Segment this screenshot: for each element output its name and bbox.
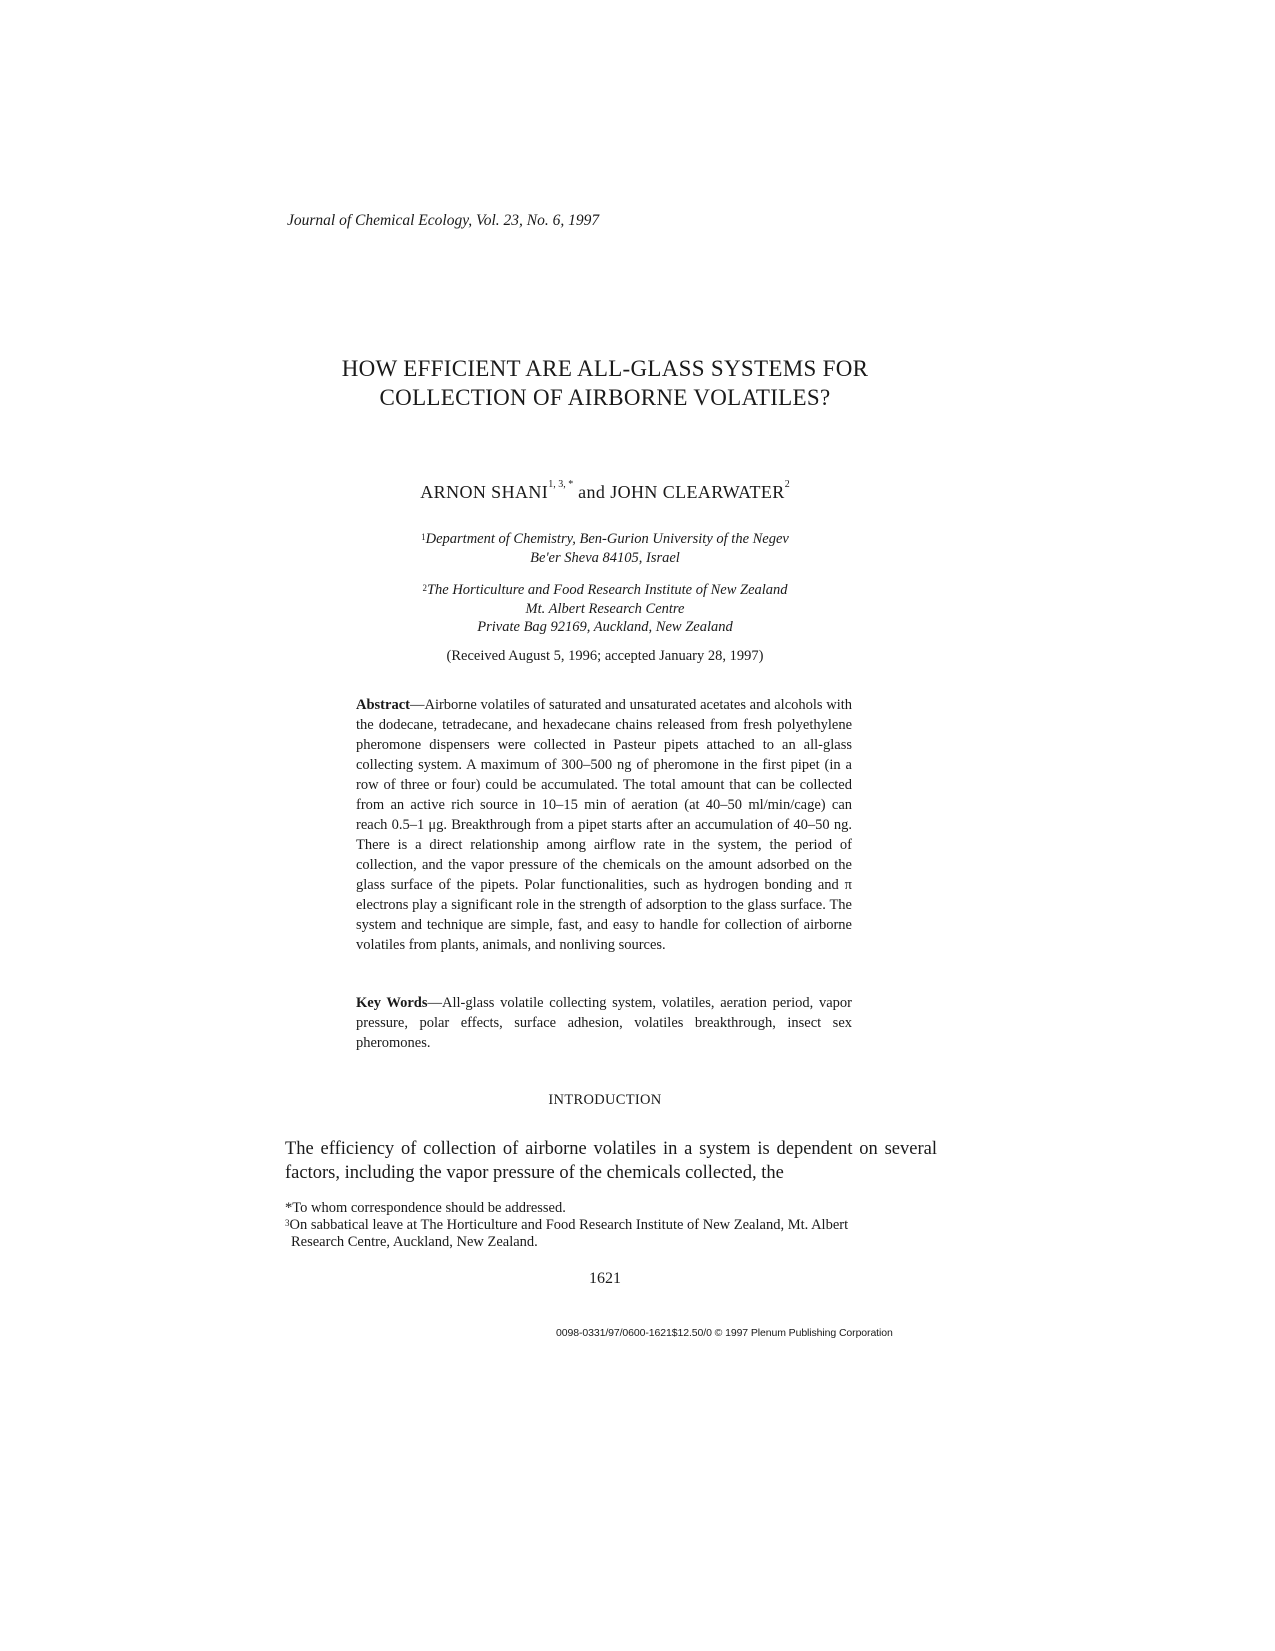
footnote-2-mark: 3 xyxy=(285,1218,290,1228)
affiliation-1-line-2: Be'er Sheva 84105, Israel xyxy=(530,549,680,566)
copyright-line: 0098-0331/97/0600-1621$12.50/0 © 1997 Plenum Publishing Corporation xyxy=(556,1327,893,1339)
abstract xyxy=(356,695,852,955)
received-dates: (Received August 5, 1996; accepted January 28, 1997) xyxy=(446,648,764,664)
footnote-2-text: On sabbatical leave at The Horticulture and Food Research Institute of New Zealand, Mt. Albert xyxy=(289,1217,849,1233)
page-number: 1621 xyxy=(589,1270,621,1287)
footnotes xyxy=(285,1200,937,1251)
author-2-marks: 2 xyxy=(784,479,790,490)
key-words xyxy=(356,993,852,1053)
affiliation-1-line-1: Department of Chemistry, Ben-Gurion University of the Negev xyxy=(425,531,789,547)
footnote-correspondence xyxy=(285,1200,937,1217)
author-conjunction: and xyxy=(578,482,606,502)
affiliation-2-line-1: The Horticulture and Food Research Institute of New Zealand xyxy=(426,582,788,598)
journal-citation: Journal of Chemical Ecology, Vol. 23, No. 6, 1997 xyxy=(287,212,600,229)
title-line-1: HOW EFFICIENT ARE ALL-GLASS SYSTEMS FOR xyxy=(341,356,869,381)
affiliation-2 xyxy=(250,581,960,637)
section-heading-introduction: INTRODUCTION xyxy=(548,1092,662,1108)
introduction-paragraph: The efficiency of collection of airborne volatiles in a system is dependent on several factors, including the vapor pressure of the chemicals collected, the xyxy=(285,1139,937,1183)
footnote-2-continuation: Research Centre, Auckland, New Zealand. xyxy=(291,1234,538,1250)
abstract-text: —Airborne volatiles of saturated and unsaturated acetates and alcohols with the dodecane, tetradecane, and hexadecane chains released from fresh polyethylene pheromone dispensers were collected in Pasteur pipets attached to an all-glass collecting system. A maximum of 300–500 ng of pheromone in the first pipet (in a row of three or four) could be accumulated. The total amount that can be collected from an active rich source in 10–15 min of aeration (at 40–50 ml/min/cage) can reach 0.5–1 μg. Breakthrough from a pipet starts after an accumulation of 40–50 ng. There is a direct relationship among airflow rate in the system, the period of collection, and the vapor pressure of the chemicals on the amount adsorbed on the glass surface of the pipets. Polar functionalities, such as hydrogen bonding and π electrons play a significant role in the strength of adsorption to the glass surface. The system and technique are simple, fast, and easy to handle for collection of airborne volatiles from plants, animals, and nonliving sources. xyxy=(356,697,852,953)
affiliation-2-mark: 2 xyxy=(422,583,427,593)
paper-title xyxy=(250,354,960,412)
affiliation-2-line-3: Private Bag 92169, Auckland, New Zealand xyxy=(477,619,733,635)
key-words-label: Key Words xyxy=(356,995,428,1011)
footnote-1-text: To whom correspondence should be addressed. xyxy=(292,1200,566,1216)
footnote-sabbatical xyxy=(285,1217,937,1251)
author-1-name: ARNON SHANI xyxy=(420,482,549,502)
affiliation-1-mark: 1 xyxy=(421,532,426,542)
title-line-2: COLLECTION OF AIRBORNE VOLATILES? xyxy=(379,385,831,410)
affiliation-2-line-2: Mt. Albert Research Centre xyxy=(525,600,685,617)
author-1-marks: 1, 3, * xyxy=(548,479,574,490)
author-2-name: JOHN CLEARWATER xyxy=(610,482,785,502)
key-words-text: —All-glass volatile collecting system, volatiles, aeration period, vapor pressure, polar effects, surface adhesion, volatiles breakthrough, insect sex pheromones. xyxy=(356,995,852,1051)
affiliation-1 xyxy=(250,530,960,567)
author-list xyxy=(250,479,960,503)
footnote-1-mark: * xyxy=(285,1200,293,1216)
abstract-label: Abstract xyxy=(356,697,410,713)
